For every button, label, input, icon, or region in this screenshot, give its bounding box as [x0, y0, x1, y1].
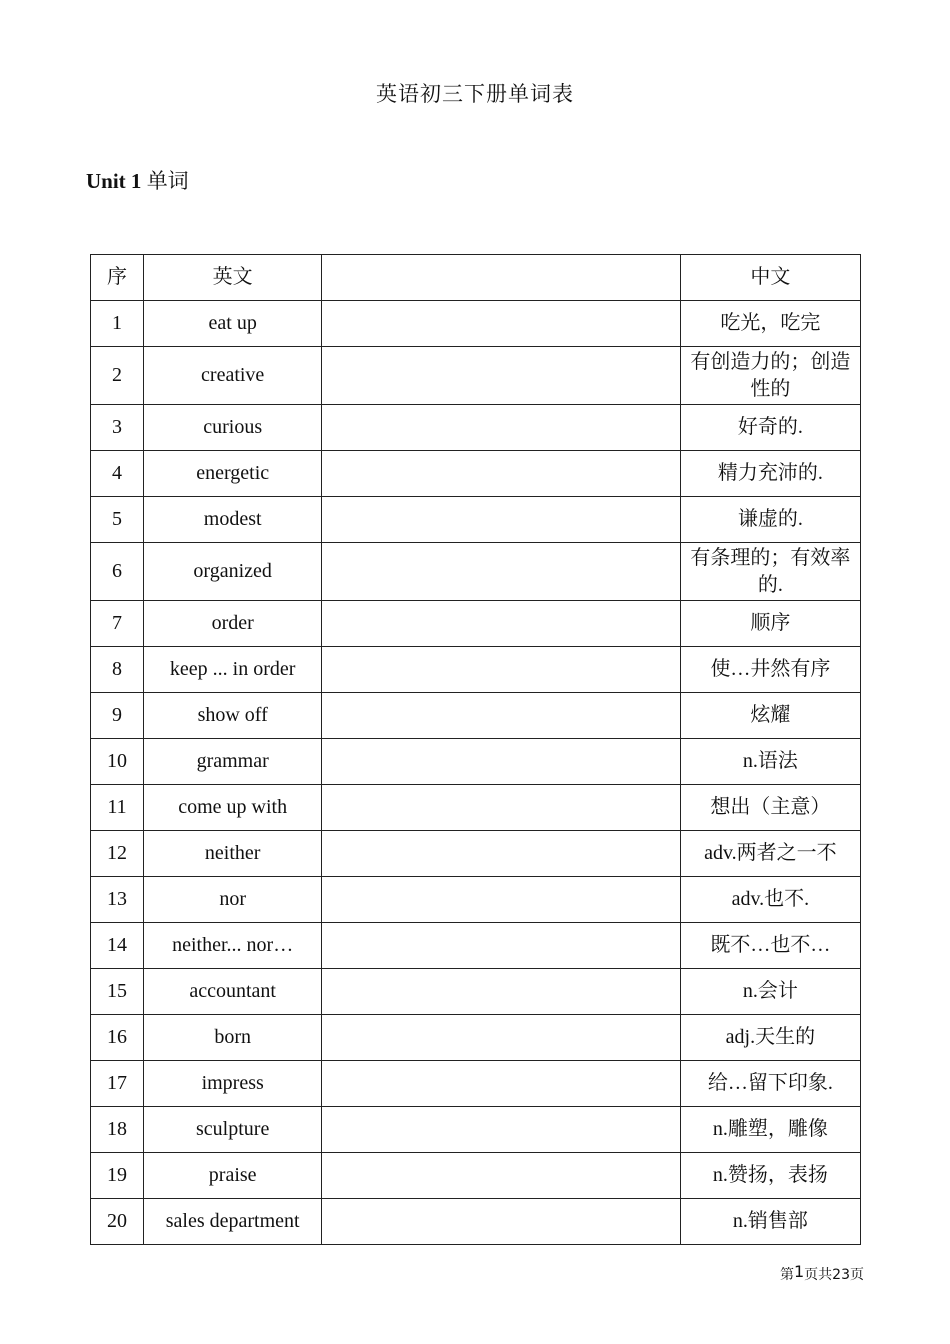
row-number: 7: [91, 601, 144, 647]
table-row: [91, 739, 861, 785]
table-row: [91, 1015, 861, 1061]
row-blank: [322, 877, 680, 923]
table-row: [91, 969, 861, 1015]
row-english: curious: [144, 405, 322, 451]
row-blank: [322, 739, 680, 785]
row-number: 9: [91, 693, 144, 739]
header-blank: [322, 255, 680, 301]
row-blank: [322, 451, 680, 497]
row-english: sculpture: [144, 1107, 322, 1153]
footer-total-pages: 23: [832, 1267, 850, 1283]
row-english: organized: [144, 543, 322, 601]
row-chinese: n.雕塑，雕像: [680, 1107, 860, 1153]
row-english: praise: [144, 1153, 322, 1199]
row-blank: [322, 693, 680, 739]
row-blank: [322, 405, 680, 451]
table-row: [91, 831, 861, 877]
table-row: [91, 1107, 861, 1153]
row-blank: [322, 923, 680, 969]
row-english: energetic: [144, 451, 322, 497]
row-number: 4: [91, 451, 144, 497]
row-chinese: n.语法: [680, 739, 860, 785]
row-blank: [322, 543, 680, 601]
row-blank: [322, 1153, 680, 1199]
row-english: nor: [144, 877, 322, 923]
row-number: 20: [91, 1199, 144, 1245]
row-number: 17: [91, 1061, 144, 1107]
row-number: 6: [91, 543, 144, 601]
row-number: 8: [91, 647, 144, 693]
row-chinese: n.赞扬，表扬: [680, 1153, 860, 1199]
row-blank: [322, 497, 680, 543]
row-blank: [322, 831, 680, 877]
row-number: 12: [91, 831, 144, 877]
row-number: 2: [91, 347, 144, 405]
row-number: 16: [91, 1015, 144, 1061]
table-row: [91, 543, 861, 601]
table-row: [91, 647, 861, 693]
footer-suffix: 页: [850, 1267, 864, 1283]
table-row: [91, 923, 861, 969]
row-chinese: adv.也不.: [680, 877, 860, 923]
row-english: keep ... in order: [144, 647, 322, 693]
row-number: 5: [91, 497, 144, 543]
table-row: [91, 693, 861, 739]
row-chinese: 谦虚的.: [680, 497, 860, 543]
row-blank: [322, 301, 680, 347]
unit-heading-label: Unit 1: [86, 169, 142, 193]
footer-middle: 页共: [804, 1267, 833, 1283]
row-chinese: 有创造力的；创造性的: [680, 347, 860, 405]
row-chinese: adv.两者之一不: [680, 831, 860, 877]
row-chinese: 精力充沛的.: [680, 451, 860, 497]
row-chinese: 顺序: [680, 601, 860, 647]
row-english: accountant: [144, 969, 322, 1015]
footer-prefix: 第: [779, 1267, 794, 1283]
row-number: 18: [91, 1107, 144, 1153]
row-english: show off: [144, 693, 322, 739]
row-number: 10: [91, 739, 144, 785]
row-number: 15: [91, 969, 144, 1015]
table-row: [91, 877, 861, 923]
row-blank: [322, 1061, 680, 1107]
row-chinese: 给…留下印象.: [680, 1061, 860, 1107]
row-chinese: n.会计: [680, 969, 860, 1015]
header-number: 序: [91, 255, 144, 301]
row-blank: [322, 347, 680, 405]
header-english: 英文: [144, 255, 322, 301]
row-blank: [322, 1015, 680, 1061]
row-chinese: 炫耀: [680, 693, 860, 739]
footer-current-page: 1: [793, 1262, 805, 1281]
row-chinese: 想出（主意）: [680, 785, 860, 831]
row-blank: [322, 601, 680, 647]
page-footer: [780, 1262, 864, 1284]
row-english: modest: [144, 497, 322, 543]
table-row: [91, 1199, 861, 1245]
row-chinese: adj.天生的: [680, 1015, 860, 1061]
unit-heading: [86, 165, 189, 195]
row-number: 14: [91, 923, 144, 969]
row-blank: [322, 785, 680, 831]
row-english: creative: [144, 347, 322, 405]
table-row: [91, 601, 861, 647]
table-row: [91, 405, 861, 451]
table-row: [91, 497, 861, 543]
table-header-row: [91, 255, 861, 301]
header-chinese: 中文: [680, 255, 860, 301]
row-english: order: [144, 601, 322, 647]
table-row: [91, 1153, 861, 1199]
row-chinese: 有条理的；有效率的.: [680, 543, 860, 601]
table-row: [91, 451, 861, 497]
page-title: 英语初三下册单词表: [376, 82, 574, 106]
row-number: 1: [91, 301, 144, 347]
table-row: [91, 785, 861, 831]
row-number: 3: [91, 405, 144, 451]
row-english: impress: [144, 1061, 322, 1107]
row-english: eat up: [144, 301, 322, 347]
row-english: sales department: [144, 1199, 322, 1245]
row-english: come up with: [144, 785, 322, 831]
row-number: 13: [91, 877, 144, 923]
row-chinese: 好奇的.: [680, 405, 860, 451]
row-english: neither: [144, 831, 322, 877]
row-number: 19: [91, 1153, 144, 1199]
row-chinese: n.销售部: [680, 1199, 860, 1245]
row-blank: [322, 1107, 680, 1153]
row-chinese: 吃光，吃完: [680, 301, 860, 347]
table-row: [91, 301, 861, 347]
row-english: neither... nor…: [144, 923, 322, 969]
row-number: 11: [91, 785, 144, 831]
row-blank: [322, 647, 680, 693]
row-chinese: 使…井然有序: [680, 647, 860, 693]
row-blank: [322, 1199, 680, 1245]
vocabulary-table: [90, 254, 861, 1245]
table-row: [91, 347, 861, 405]
table-row: [91, 1061, 861, 1107]
row-english: grammar: [144, 739, 322, 785]
row-blank: [322, 969, 680, 1015]
row-english: born: [144, 1015, 322, 1061]
unit-heading-suffix: 单词: [141, 169, 189, 193]
row-chinese: 既不…也不…: [680, 923, 860, 969]
